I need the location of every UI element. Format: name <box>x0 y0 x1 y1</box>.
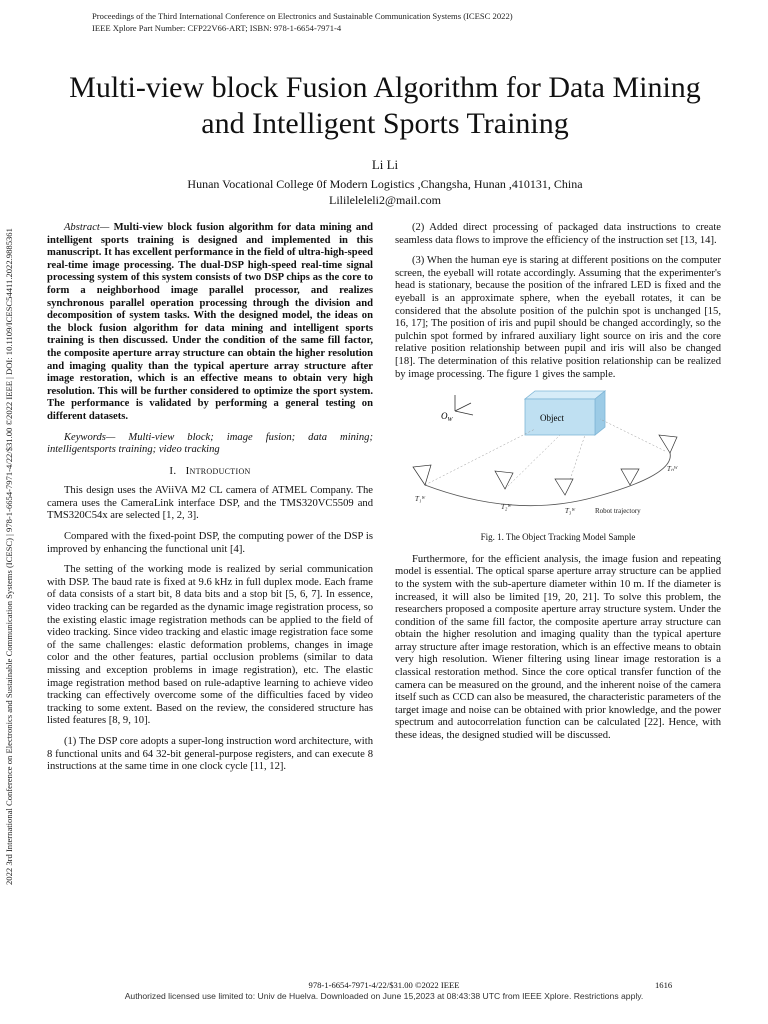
object-tracking-diagram <box>395 389 721 527</box>
camera-cones <box>413 435 677 495</box>
abstract-label: Abstract— <box>63 222 110 233</box>
header-line-1: Proceedings of the Third International Conference on Electronics and Sustainable Communication Systems (ICESC 2022) <box>92 11 513 21</box>
title-line-2: and Intelligent Sports Training <box>201 107 569 140</box>
keywords: Keywords— Multi-view block; image fusion; data mining; intelligentsports training; video tracking <box>47 431 373 456</box>
object-label: Object <box>540 413 564 424</box>
body-paragraph: Furthermore, for the efficient analysis, the image fusion and repeating model is essential. The optical sparse aperture array structure can be applied to the system with the sub-aperture diameter within 10 m. If the diameter is increased, it will also be limited [19, 20, 21]. To solve this problem, the researchers proposed a composite aperture array structure system. Under the condition of the same fill factor, the composite aperture array structure can obtain the higher resolution and imaging quality than the typical aperture array structure after image restoration, which is an effective means to obtain very high resolution. Wiener filtering using linear image restoration is a classical restoration method. Since the core optical transfer function of the camera can be measured on the ground, and the inherent noise of the camera itself such as CCD can also be measured, the characteristic parameters of the target image and noise can be obtained with prior knowledge, and the power spectrum and autocorrelation function can be calculated [22]. Hence, with these ideas, the designed studied will be discussed. <box>395 553 721 742</box>
figure-caption: Fig. 1. The Object Tracking Model Sample <box>480 532 636 543</box>
body-paragraph: (2) Added direct processing of packaged data instructions to create seamless data flows to improve the efficiency of the instruction set [13, 14]. <box>395 222 721 246</box>
intro-paragraph: Compared with the fixed-point DSP, the computing power of the DSP is improved by enhancing the functional unit [4]. <box>47 531 373 555</box>
abstract-text: Multi-view block fusion algorithm for data mining and intelligent sports training is designed and implemented in this manuscript. It has excellent performance in the field of ultra-high-speed real-time image processing. The dual-DSP high-speed real-time signal processing system of this system consists of two DSP chips as the core to form a neighborhood image parallel processor, and realizes synchronous parallel operation processing through the division and decomposition of system tasks. With the designed model, the ideas on the block fusion algorithm for data mining and intelligent sports training is then discussed. Under the condition of the same fill factor, the composite aperture array structure can obtain the higher resolution and imaging quality than the typical aperture array structure after image restoration, which is an effective means to obtain very high resolution. This will be further considered to optimize the sport system. The performance is validated by performing a general testing on different datasets. <box>47 222 373 422</box>
abstract <box>47 222 373 424</box>
svg-text:T₃ᵂ: T₃ᵂ <box>565 507 576 516</box>
world-axes <box>441 395 473 423</box>
intro-paragraph: (1) The DSP core adopts a super-long instruction word architecture, with 8 functional units and 64 32-bit general-purpose registers, and can execute 8 instructions at the same time in one clock cycle [11, 12]. <box>47 735 373 773</box>
license-notice: Authorized licensed use limited to: Univ de Huelva. Downloaded on June 15,2023 at 08:43:38 UTC from IEEE Xplore. Restrictions apply. <box>124 991 644 1001</box>
svg-text:T₁ᵂ: T₁ᵂ <box>415 495 426 504</box>
svg-text:T₂ᵂ: T₂ᵂ <box>501 503 512 512</box>
trajectory-label: Robot trajectory <box>595 507 641 516</box>
figure-object-tracking <box>395 389 721 527</box>
author-affiliation: Hunan Vocational College 0f Modern Logistics ,Changsha, Hunan ,410131, China <box>187 177 583 191</box>
left-column <box>47 222 373 782</box>
world-origin-label: $O_W$ <box>441 411 453 424</box>
title-line-1: Multi-view block Fusion Algorithm for Data Mining <box>69 71 701 104</box>
conference-header <box>92 10 513 34</box>
right-column <box>395 222 721 751</box>
footer-copyright: 978-1-6654-7971-4/22/$31.00 ©2022 IEEE <box>308 980 460 990</box>
author-email: Lilileleleli2@mail.com <box>328 193 442 207</box>
side-citation-note: 2022 3rd International Conference on Electronics and Sustainable Communication Systems (ICESC) | 978-1-6654-7971-4/22/$31.00 ©2022 IEEE | DOI: 10.1109/ICESC54411.2022.9885361 <box>4 228 14 885</box>
svg-text:Tₙᵂ: Tₙᵂ <box>667 465 678 474</box>
author-name: Li Li <box>371 157 399 172</box>
section-name: Introduction <box>185 464 251 477</box>
section-number: I. <box>169 464 177 477</box>
intro-paragraph: This design uses the AViiVA M2 CL camera of ATMEL Company. The camera uses the CameraLink interface DSP, and the TMS320VC5509 and TMS320C54x are selected [1, 2, 3]. <box>47 485 373 522</box>
section-heading-introduction <box>47 465 373 478</box>
header-line-2: IEEE Xplore Part Number: CFP22V66-ART; ISBN: 978-1-6654-7971-4 <box>92 23 342 33</box>
intro-paragraph: The setting of the working mode is realized by serial communication with DSP. The baud rate is fixed at 9.6 kHz in full duplex mode. Each frame of data consists of a start bit, 8 data bits and a stop bit [5, 6, 7]. In essence, video tracking can be regarded as the dynamic image registration process, so the existing elastic image registration methods can be applied to the field of video tracking. Since video tracking and elastic image registration face some of the same challenges: elastic deformation problems, changes in image color and the other features, partial occlusion problems (similar to data missing and exception problems in image registration), etc. The elastic image registration method based on rule-adaptive learning to achieve video tracking can effectively overcome some of the difficulties faced by video tracking to some extent. Based on the review, the considered structure has listed features [8, 9, 10]. <box>47 564 373 727</box>
page-number: 1616 <box>655 980 673 990</box>
body-paragraph: (3) When the human eye is staring at different positions on the computer screen, the eyeball will rotate accordingly. Assuming that the experimenter's head is stationary, because the position of the infrared LED is fixed and the eyeball is an approximate sphere, when the eyeball rotates, it can be considered that the absolute position of the pulchin spot is unchanged [15, 16, 17]; The position of iris and pupil should be changed accordingly, so the pulchin spot formed by infrared auxiliary light source on iris and the core relative position relationship between pupil and iris will also be changed [18]. The determination of this relative position relationship can be realized by image processing. The figure 1 gives the sample. <box>395 255 721 380</box>
object-cube <box>525 391 605 435</box>
paper-title <box>40 70 730 142</box>
